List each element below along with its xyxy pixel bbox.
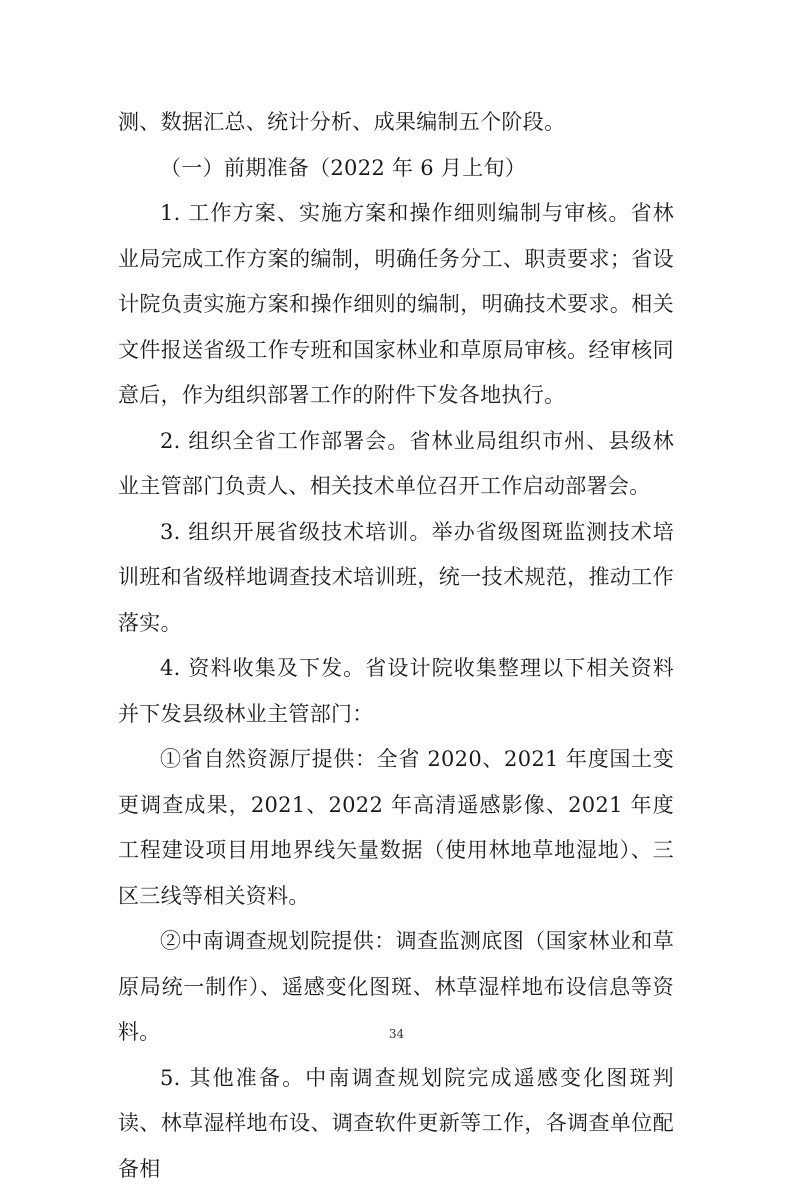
paragraph-item-5: 5. 其他准备。中南调查规划院完成遥感变化图斑判读、林草湿样地布设、调查软件更新等工作，各调查单位配备相 xyxy=(118,1056,674,1192)
paragraph-item-3: 3. 组织开展省级技术培训。举办省级图斑监测技术培训班和省级样地调查技术培训班，统一技术规范，推动工作落实。 xyxy=(118,510,674,647)
paragraph-item-2: 2. 组织全省工作部署会。省林业局组织市州、县级林业主管部门负责人、相关技术单位召开工作启动部署会。 xyxy=(118,419,674,510)
paragraph-subitem-2: ②中南调查规划院提供：调查监测底图（国家林业和草原局统一制作）、遥感变化图斑、林草湿样地布设信息等资料。 xyxy=(118,919,674,1056)
page-number: 34 xyxy=(0,1027,793,1041)
paragraph-item-4: 4. 资料收集及下发。省设计院收集整理以下相关资料并下发县级林业主管部门： xyxy=(118,646,674,737)
paragraph-continuation: 测、数据汇总、统计分析、成果编制五个阶段。 xyxy=(118,100,674,146)
section-heading-preparation: （一）前期准备（2022 年 6 月上旬） xyxy=(118,146,674,192)
paragraph-subitem-1: ①省自然资源厅提供：全省 2020、2021 年度国土变更调查成果，2021、2022 年高清遥感影像、2021 年度工程建设项目用地界线矢量数据（使用林地草地湿地）、三区三线等相关资料。 xyxy=(118,737,674,919)
paragraph-item-1: 1. 工作方案、实施方案和操作细则编制与审核。省林业局完成工作方案的编制，明确任务分工、职责要求；省设计院负责实施方案和操作细则的编制，明确技术要求。相关文件报送省级工作专班和国家林业和草原局审核。经审核同意后，作为组织部署工作的附件下发各地执行。 xyxy=(118,191,674,419)
